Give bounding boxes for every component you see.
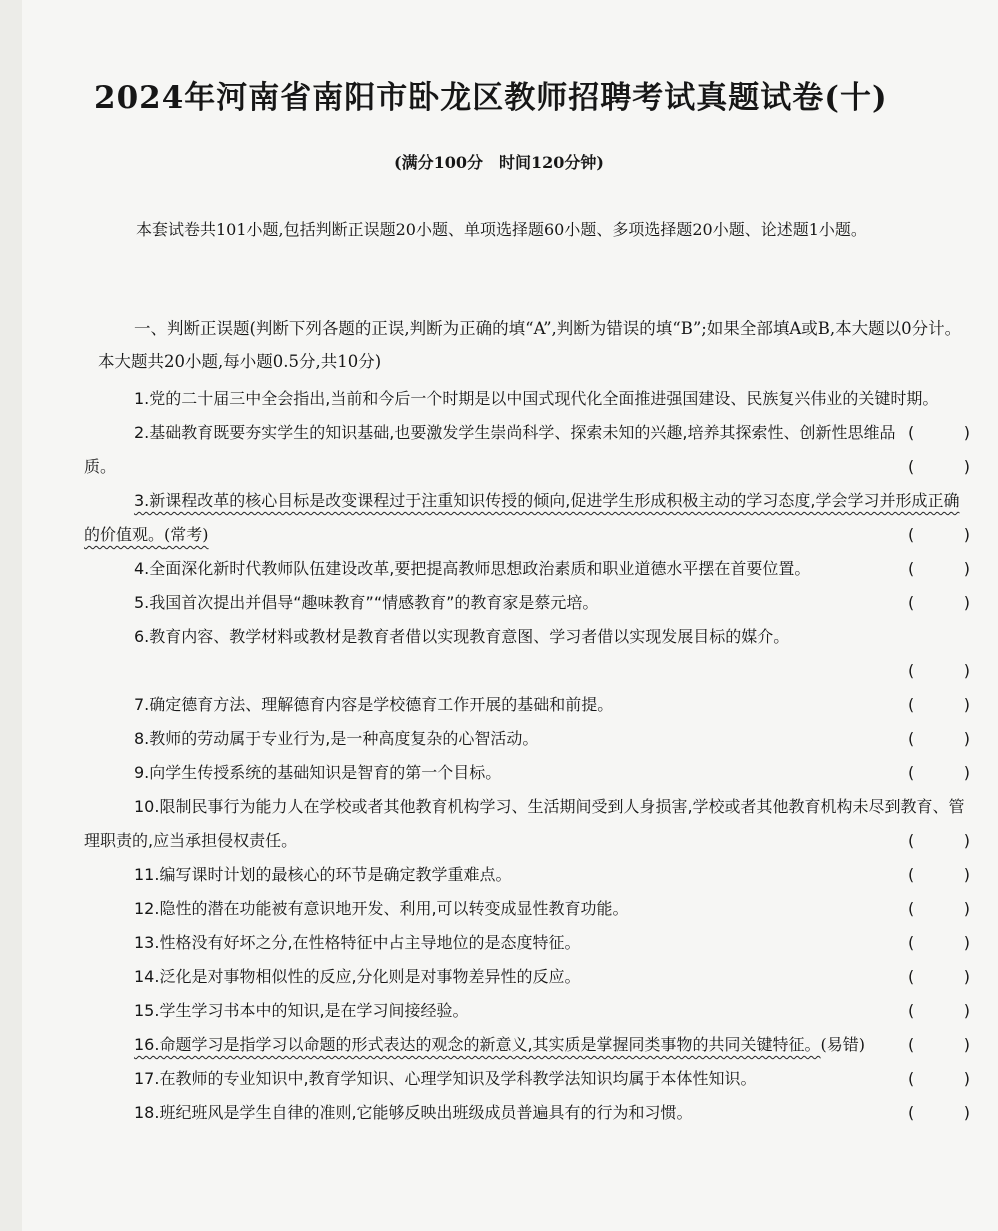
answer-blank[interactable]: ( ) bbox=[908, 1035, 970, 1054]
answer-blank[interactable]: ( ) bbox=[908, 423, 970, 442]
question-item: 4.全面深化新时代教师队伍建设改革,要把提高教师思想政治素质和职业道德水平摆在首要位置。 ( ) bbox=[84, 552, 970, 586]
question-item: 15.学生学习书本中的知识,是在学习间接经验。 ( ) bbox=[84, 994, 970, 1028]
question-item: 17.在教师的专业知识中,教育学知识、心理学知识及学科教学法知识均属于本体性知识。 ( ) bbox=[84, 1062, 970, 1096]
question-item: 12.隐性的潜在功能被有意识地开发、利用,可以转变成显性教育功能。 ( ) bbox=[84, 892, 970, 926]
question-list bbox=[84, 382, 970, 1130]
question-item: 6.教育内容、教学材料或教材是教育者借以实现教育意图、学习者借以实现发展目标的媒介。 ( ) bbox=[84, 620, 970, 688]
answer-blank[interactable]: ( ) bbox=[908, 967, 970, 986]
question-item: 5.我国首次提出并倡导“趣味教育”“情感教育”的教育家是蔡元培。 ( ) bbox=[84, 586, 970, 620]
answer-blank[interactable]: ( ) bbox=[908, 899, 970, 918]
scan-edge bbox=[0, 0, 22, 1231]
answer-blank[interactable]: ( ) bbox=[908, 661, 970, 680]
answer-blank[interactable]: ( ) bbox=[908, 831, 970, 850]
answer-blank[interactable]: ( ) bbox=[908, 559, 970, 578]
question-item: 14.泛化是对事物相似性的反应,分化则是对事物差异性的反应。 ( ) bbox=[84, 960, 970, 994]
question-item: 3.新课程改革的核心目标是改变课程过于注重知识传授的倾向,促进学生形成积极主动的学习态度,学会学习并形成正确的价值观。(常考) ( ) bbox=[84, 484, 970, 552]
section-heading: 一、判断正误题(判断下列各题的正误,判断为正确的填“A”,判断为错误的填“B”;如果全部填A或B,本大题以0分计。本大题共20小题,每小题0.5分,共10分) bbox=[98, 319, 962, 371]
answer-blank[interactable]: ( ) bbox=[908, 457, 970, 476]
answer-blank[interactable]: ( ) bbox=[908, 593, 970, 612]
answer-blank[interactable]: ( ) bbox=[908, 1069, 970, 1088]
question-item: 1.党的二十届三中全会指出,当前和今后一个时期是以中国式现代化全面推进强国建设、民族复兴伟业的关键时期。 ( ) bbox=[84, 382, 970, 416]
question-item: 11.编写课时计划的最核心的环节是确定教学重难点。 ( ) bbox=[84, 858, 970, 892]
question-item: 10.限制民事行为能力人在学校或者其他教育机构学习、生活期间受到人身损害,学校或者其他教育机构未尽到教育、管理职责的,应当承担侵权责任。 ( ) bbox=[84, 790, 970, 858]
answer-blank[interactable]: ( ) bbox=[908, 865, 970, 884]
answer-blank[interactable]: ( ) bbox=[908, 525, 970, 544]
question-item: 2.基础教育既要夯实学生的知识基础,也要激发学生崇尚科学、探索未知的兴趣,培养其探索性、创新性思维品质。 ( ) bbox=[84, 416, 970, 484]
question-item: 7.确定德育方法、理解德育内容是学校德育工作开展的基础和前提。 ( ) bbox=[84, 688, 970, 722]
question-note: (易错) bbox=[820, 1035, 866, 1054]
answer-blank[interactable]: ( ) bbox=[908, 933, 970, 952]
answer-blank[interactable]: ( ) bbox=[908, 763, 970, 782]
answer-blank[interactable]: ( ) bbox=[908, 1103, 970, 1122]
question-item: 13.性格没有好坏之分,在性格特征中占主导地位的是态度特征。 ( ) bbox=[84, 926, 970, 960]
answer-blank[interactable]: ( ) bbox=[908, 695, 970, 714]
answer-blank[interactable]: ( ) bbox=[908, 1001, 970, 1020]
answer-blank[interactable]: ( ) bbox=[908, 729, 970, 748]
exam-intro: 本套试卷共101小题,包括判断正误题20小题、单项选择题60小题、多项选择题20小题、论述题1小题。 bbox=[136, 220, 867, 239]
question-note: (常考) bbox=[164, 525, 209, 544]
question-item: 8.教师的劳动属于专业行为,是一种高度复杂的心智活动。 ( ) bbox=[84, 722, 970, 756]
question-item: 9.向学生传授系统的基础知识是智育的第一个目标。 ( ) bbox=[84, 756, 970, 790]
question-item: 16.命题学习是指学习以命题的形式表达的观念的新意义,其实质是掌握同类事物的共同关键特征。(易错) ( ) bbox=[84, 1028, 970, 1062]
question-item: 18.班纪班风是学生自律的准则,它能够反映出班级成员普遍具有的行为和习惯。 ( ) bbox=[84, 1096, 970, 1130]
exam-meta: (满分100分 时间120分钟) bbox=[394, 153, 604, 172]
page-title: 2024年河南省南阳市卧龙区教师招聘考试真题试卷(十) bbox=[94, 80, 888, 116]
